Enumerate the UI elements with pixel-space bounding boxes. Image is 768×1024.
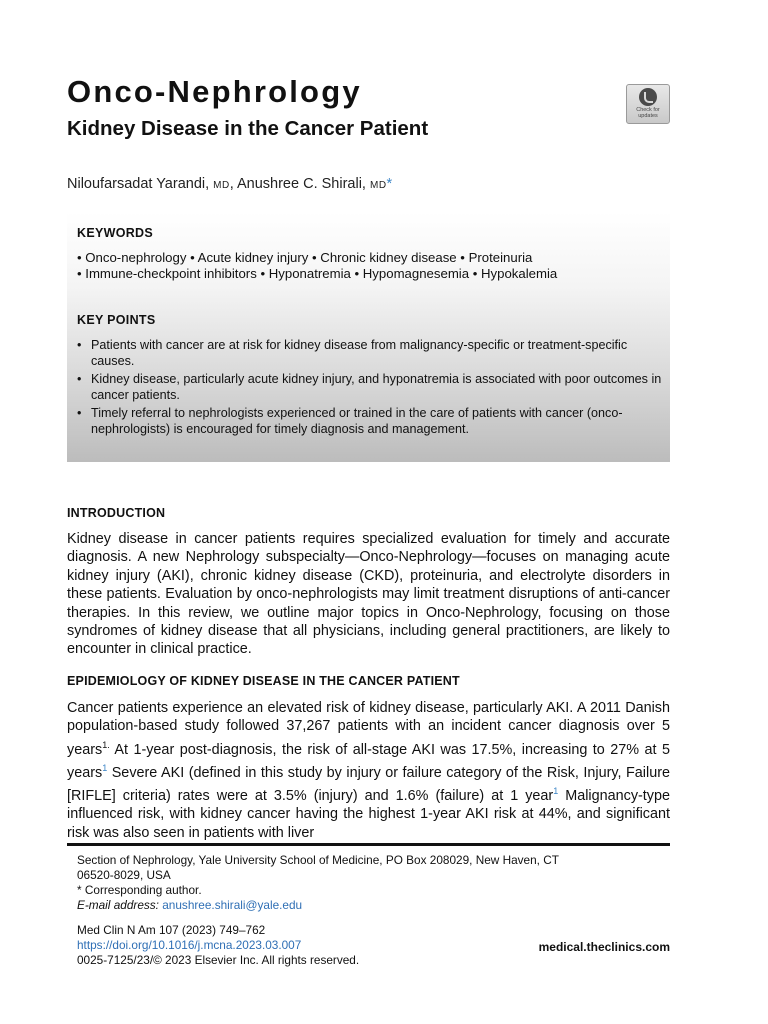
key-point-item: • Patients with cancer are at risk for kidney disease from malignancy-specific or treatment-specific causes. (77, 337, 662, 369)
key-point-item: • Kidney disease, particularly acute kidney injury, and hyponatremia is associated with poor outcomes in cancer patients. (77, 371, 662, 403)
reference-link[interactable]: 1 (102, 763, 108, 774)
paragraph-text: Malignancy-type influenced risk, with kidney cancer having the highest 1-year AKI risk at 44%, and significant risk was also seen in patients with liver (67, 788, 671, 841)
key-points-heading: KEY POINTS (77, 313, 156, 327)
check-for-updates-icon (639, 88, 657, 106)
reference-link[interactable]: 1 (553, 786, 559, 797)
key-point-item: • Timely referral to nephrologists experienced or trained in the care of patients with cancer (onco-nephrologists) is encouraged for timely diagnosis and management. (77, 405, 662, 437)
corresponding-author-marker[interactable]: * (386, 176, 393, 192)
author-name: , Anushree C. Shirali, (229, 176, 366, 192)
keywords-line: • Immune-checkpoint inhibitors • Hyponatremia • Hypomagnesemia • Hypokalemia (77, 266, 558, 281)
reference-marker[interactable]: 1. (102, 739, 110, 750)
introduction-paragraph: Kidney disease in cancer patients requires specialized evaluation for timely and accurate diagnosis. A new Nephrology subspecialty—Onco-Nephrology—focuses on managing acute kidney injury (AKI), chronic kidney disease (CKD), proteinuria, and electrolyte disorders in these patients. Evaluation by onco-nephrologists may limit treatment disruptions of anti-cancer therapies. In this review, we outline major topics in Onco-Nephrology, focusing on those syndromes of kidney disease that all physicians, including general practitioners, are likely to encounter in clinical practice. (67, 531, 670, 658)
paragraph-text: At 1-year post-diagnosis, the risk of all-stage AKI was 17.5%, increasing to 27% at 5 years (67, 741, 670, 781)
keywords-line: • Onco-nephrology • Acute kidney injury • Chronic kidney disease • Proteinuria (77, 250, 533, 265)
email-line (77, 898, 302, 914)
badge-label: Check for updates (636, 107, 660, 119)
doi-link[interactable] (77, 938, 301, 954)
email-label: E-mail address: (77, 898, 159, 912)
author-degree: MD (213, 180, 230, 191)
footnote-divider (67, 843, 670, 846)
author-line (67, 176, 392, 192)
author-degree: MD (369, 180, 387, 191)
paragraph-text: Cancer patients experience an elevated risk of kidney disease, particularly AKI. A 2011 Danish population-based study followed 37,267 patients with an incident cancer diagnosis over 5 years (67, 700, 670, 758)
epidemiology-heading: EPIDEMIOLOGY OF KIDNEY DISEASE IN THE CANCER PATIENT (67, 674, 460, 688)
paragraph-text: Severe AKI (defined in this study by injury or failure category of the Risk, Injury, Failure [RIFLE] criteria) rates were at 3.5% (injury) and 1.6% (failure) at 1 year (67, 764, 670, 805)
journal-site-link[interactable]: medical.theclinics.com (538, 940, 670, 954)
copyright-line: 0025-7125/23/© 2023 Elsevier Inc. All rights reserved. (77, 953, 360, 967)
corresponding-author-note: * Corresponding author. (77, 883, 202, 897)
keywords-keypoints-box (67, 212, 670, 462)
email-link[interactable]: anushree.shirali@yale.edu (162, 898, 303, 912)
check-for-updates-badge[interactable] (626, 84, 670, 124)
epidemiology-paragraph (67, 699, 670, 842)
introduction-heading: INTRODUCTION (67, 506, 166, 520)
author-name: Niloufarsadat Yarandi, (67, 176, 210, 192)
affiliation-line: Section of Nephrology, Yale University School of Medicine, PO Box 208029, New Haven, CT (77, 853, 559, 867)
doi-link-text[interactable]: https://doi.org/10.1016/j.mcna.2023.03.007 (77, 938, 302, 952)
key-points-list (77, 337, 662, 439)
affiliation-line: 06520-8029, USA (77, 868, 171, 882)
keywords-heading: KEYWORDS (77, 226, 154, 240)
article-subtitle: Kidney Disease in the Cancer Patient (67, 117, 429, 140)
journal-citation: Med Clin N Am 107 (2023) 749–762 (77, 923, 266, 937)
article-title: Onco-Nephrology (67, 74, 362, 109)
